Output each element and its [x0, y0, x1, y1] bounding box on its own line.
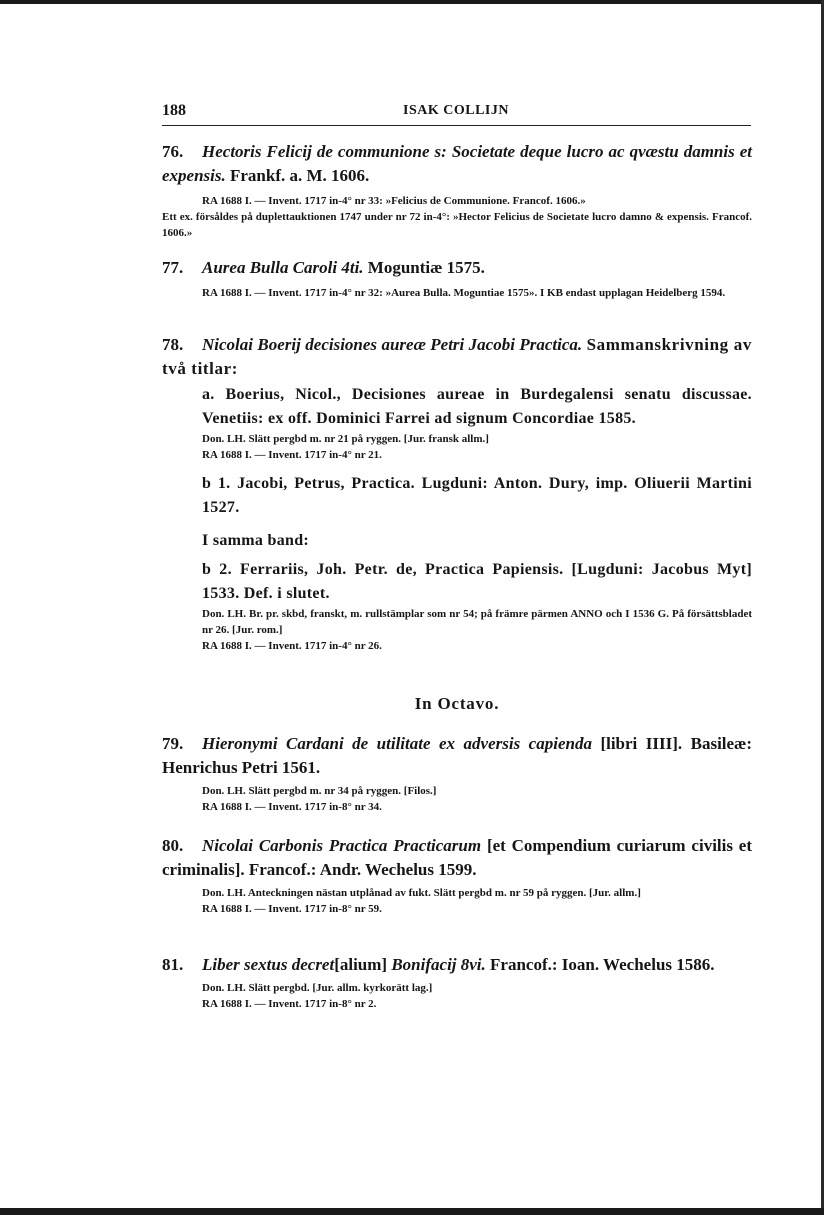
entry-note: Don. LH. Slätt pergbd. [Jur. allm. kyrkorätt lag.] [202, 982, 433, 994]
entry-79 [162, 732, 752, 815]
entry-note: Don. LH. Slätt pergbd m. nr 34 på ryggen. [Filos.] [202, 785, 437, 797]
entry-title [162, 333, 752, 381]
entry-number: 78. [162, 335, 184, 354]
title-imprint: Sammanskrivning av två titlar: [162, 335, 752, 378]
entry-title [162, 953, 752, 977]
entry-note: RA 1688 I. — Invent. 1717 in-4° nr 21. [202, 449, 382, 461]
title-imprint: Moguntiæ 1575. [367, 258, 485, 277]
entry-note: Don. LH. Br. pr. skbd, franskt, m. rullstämplar som nr 54; på främre pärmen ANNO och I 1536 G. På försättsbladet nr 26. [Jur. rom.] [202, 608, 752, 636]
entry-note: RA 1688 I. — Invent. 1717 in-4° nr 32: »Aurea Bulla. Moguntiae 1575». I KB endast upplagan Heidelberg 1594. [202, 287, 726, 299]
entry-note: RA 1688 I. — Invent. 1717 in-8° nr 34. [202, 801, 382, 813]
sub-entry-b2: b 2. Ferrariis, Joh. Petr. de, Practica Papiensis. [Lugduni: Jacobus Myt] 1533. Def. i slutet. [202, 561, 752, 602]
entry-77 [162, 256, 752, 301]
entry-number: 80. [162, 836, 184, 855]
title-imprint: Frankf. a. M. 1606. [230, 166, 370, 185]
entry-number: 76. [162, 142, 184, 161]
running-head: ISAK COLLIJN [403, 103, 509, 118]
scan-edge-top [0, 0, 824, 4]
entry-80 [162, 834, 752, 917]
scan-edge-bottom [0, 1208, 824, 1215]
entry-number: 77. [162, 258, 184, 277]
entry-78 [162, 333, 752, 654]
entry-note: Don. LH. Anteckningen nästan utplånad av fukt. Slätt pergbd m. nr 59 på ryggen. [Jur. allm.] [202, 887, 641, 899]
section-heading: In Octavo. [414, 694, 500, 713]
page-number: 188 [162, 102, 186, 119]
entry-note: RA 1688 I. — Invent. 1717 in-8° nr 2. [202, 998, 377, 1010]
title-imprint: Francof.: Ioan. Wechelus 1586. [490, 955, 715, 974]
header-rule [162, 125, 751, 126]
entry-note: Ett ex. försåldes på duplettauktionen 1747 under nr 72 in-4°: »Hector Felicius de Societate lucro damno & expensis. Francof. 1606.» [162, 211, 752, 239]
title-italic: Nicolai Carbonis Practica Practicarum [202, 836, 482, 855]
sub-entry-a: a. Boerius, Nicol., Decisiones aureae in Burdegalensi senatu discussae. Venetiis: ex off. Dominici Farrei ad signum Concordiae 1585. [202, 386, 752, 427]
sub-entry-b1: b 1. Jacobi, Petrus, Practica. Lugduni: Anton. Dury, imp. Oliuerii Martini 1527. [202, 475, 752, 516]
page-header [162, 102, 750, 124]
entry-note: RA 1688 I. — Invent. 1717 in-8° nr 59. [202, 903, 382, 915]
entry-title [162, 256, 752, 280]
title-italic: Hectoris Felicij de communione s: Societate deque lucro ac qvæstu damnis et expensis. [162, 142, 752, 185]
title-italic: Liber sextus decret [202, 955, 335, 974]
entry-note: RA 1688 I. — Invent. 1717 in-4° nr 26. [202, 640, 382, 652]
title-italic: Aurea Bulla Caroli 4ti. [202, 258, 364, 277]
entry-title [162, 732, 752, 780]
entry-81 [162, 953, 752, 1012]
entry-number: 81. [162, 955, 184, 974]
entry-76 [162, 140, 752, 241]
entry-number: 79. [162, 734, 184, 753]
title-supplied: [alium] [334, 955, 388, 974]
entry-note: RA 1688 I. — Invent. 1717 in-4° nr 33: »Felicius de Communione. Francof. 1606.» [202, 195, 586, 207]
same-volume-label: I samma band: [202, 532, 310, 549]
entry-title [162, 140, 752, 188]
title-italic: Nicolai Boerij decisiones aureæ Petri Jacobi Practica. [202, 335, 583, 354]
entry-title [162, 834, 752, 882]
title-italic: Hieronymi Cardani de utilitate ex adversis capienda [202, 734, 592, 753]
title-imprint: [libri IIII]. Basileæ: Henrichus Petri 1561. [162, 734, 752, 777]
entry-note: Don. LH. Slätt pergbd m. nr 21 på ryggen. [Jur. fransk allm.] [202, 433, 489, 445]
title-imprint: [et Compendium curiarum civilis et criminalis]. Francof.: Andr. Wechelus 1599. [162, 836, 753, 879]
title-italic: Bonifacij 8vi. [391, 955, 486, 974]
